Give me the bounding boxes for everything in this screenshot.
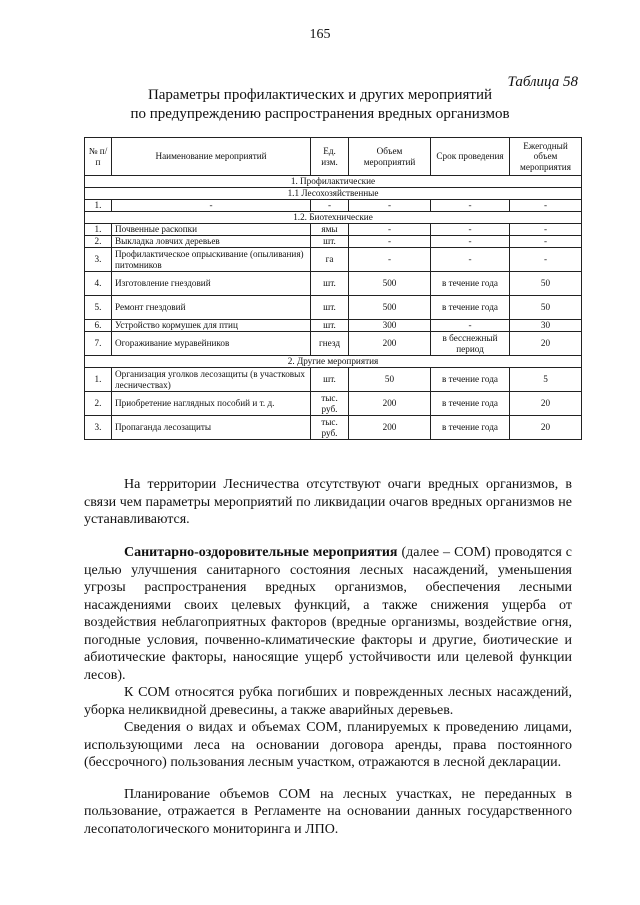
cell-volume: 200 [349, 416, 431, 440]
cell-annual: - [510, 236, 582, 248]
table-header-row [85, 138, 582, 176]
cell-unit: тыс. руб. [311, 416, 349, 440]
cell-term: - [431, 236, 510, 248]
table-row [85, 272, 582, 296]
cell-name: - [112, 200, 311, 212]
cell-num: 4. [85, 272, 112, 296]
cell-annual: - [510, 200, 582, 212]
cell-name: Ремонт гнездовий [112, 296, 311, 320]
cell-unit: шт. [311, 272, 349, 296]
header-num: № п/п [85, 138, 112, 176]
table-row [85, 392, 582, 416]
cell-annual: 50 [510, 296, 582, 320]
cell-term: - [431, 224, 510, 236]
paragraph-bold-term: Санитарно-оздоровительные мероприятия [124, 545, 398, 560]
cell-volume: - [349, 200, 431, 212]
paragraph-som-declaration: Сведения о видах и объемах СОМ, планируемых к проведению лицами, использующими леса на основании договора аренды, права постоянного (бессрочного) пользования лесным участком, отражаются в лесной декларации. [84, 720, 572, 770]
cell-name: Огораживание муравейников [112, 332, 311, 356]
cell-num: 1. [85, 224, 112, 236]
cell-volume: 200 [349, 332, 431, 356]
section-row [85, 212, 582, 224]
cell-annual: 20 [510, 392, 582, 416]
cell-term: в течение года [431, 296, 510, 320]
cell-num: 2. [85, 392, 112, 416]
paragraph-som-planning: Планирование объемов СОМ на лесных участках, не переданных в пользование, отражается в Регламенте на основании данных государственного лесопатологического мониторинга и ЛПО. [84, 786, 572, 837]
paragraph-text: (далее – СОМ) проводятся с целью улучшения санитарного состояния лесных насаждений, уменьшения угрозы распространения вредных организмов, обеспечения лесными насаждениями своих целевых функций, а также снижения ущерба от воздействия неблагоприятных факторов (вредные организмы, воздействие огня, погодные условия, почвенно-климатические факторы и другие, биотические и абиотические факторы, наносящие ущерб устойчивости или целевой функции лесов). [84, 545, 573, 683]
cell-name: Почвенные раскопки [112, 224, 311, 236]
header-annual: Ежегодный объем мероприятия [510, 138, 582, 176]
section-label: 1.2. Биотехнические [85, 212, 582, 224]
cell-volume: 500 [349, 296, 431, 320]
cell-annual: 30 [510, 320, 582, 332]
cell-volume: - [349, 224, 431, 236]
cell-term: в течение года [431, 392, 510, 416]
paragraph-som-definition [84, 544, 572, 684]
cell-unit: - [311, 200, 349, 212]
table-label: Таблица 58 [507, 74, 578, 90]
cell-num: 7. [85, 332, 112, 356]
cell-name: Выкладка ловчих деревьев [112, 236, 311, 248]
cell-num: 3. [85, 248, 112, 272]
cell-annual: 20 [510, 416, 582, 440]
section-label: 1.1 Лесохозяйственные [85, 188, 582, 200]
cell-num: 3. [85, 416, 112, 440]
cell-num: 6. [85, 320, 112, 332]
cell-name: Пропаганда лесозащиты [112, 416, 311, 440]
table-title-line-2: по предупреждению распространения вредных организмов [130, 106, 510, 122]
cell-term: в течение года [431, 272, 510, 296]
section-label: 2. Другие мероприятия [85, 356, 582, 368]
paragraph-text: На территории Лесничества отсутствуют очаги вредных организмов, в связи чем параметры мероприятий по ликвидации очагов вредных организмов не устанавливаются. [84, 477, 572, 527]
cell-annual: 5 [510, 368, 582, 392]
cell-term: в бесснежный период [431, 332, 510, 356]
sanitary-measures-section [84, 544, 572, 838]
cell-unit: шт. [311, 236, 349, 248]
cell-volume: 300 [349, 320, 431, 332]
cell-unit: тыс. руб. [311, 392, 349, 416]
cell-unit: ямы [311, 224, 349, 236]
table-title [0, 86, 640, 124]
cell-volume: - [349, 236, 431, 248]
cell-num: 1. [85, 200, 112, 212]
page-number: 165 [309, 27, 331, 42]
table-row [85, 416, 582, 440]
cell-volume: 50 [349, 368, 431, 392]
cell-unit: шт. [311, 296, 349, 320]
table-row [85, 320, 582, 332]
cell-term: - [431, 320, 510, 332]
cell-annual: 20 [510, 332, 582, 356]
header-unit: Ед. изм. [311, 138, 349, 176]
cell-term: - [431, 248, 510, 272]
paragraph-no-pest-foci [84, 476, 572, 529]
header-volume: Объем мероприятий [349, 138, 431, 176]
table-row [85, 200, 582, 212]
cell-unit: шт. [311, 368, 349, 392]
table-row [85, 224, 582, 236]
cell-volume: 200 [349, 392, 431, 416]
cell-volume: - [349, 248, 431, 272]
cell-annual: - [510, 224, 582, 236]
cell-unit: га [311, 248, 349, 272]
table-row [85, 368, 582, 392]
table-title-line-1: Параметры профилактических и других мероприятий [147, 87, 493, 103]
cell-num: 5. [85, 296, 112, 320]
cell-unit: шт. [311, 320, 349, 332]
section-row [85, 356, 582, 368]
measures-table [84, 137, 582, 440]
cell-name: Приобретение наглядных пособий и т. д. [112, 392, 311, 416]
header-name: Наименование мероприятий [112, 138, 311, 176]
cell-name: Профилактическое опрыскивание (опыливания) питомников [112, 248, 311, 272]
section-label: 1. Профилактические [85, 176, 582, 188]
cell-name: Изготовление гнездовий [112, 272, 311, 296]
cell-volume: 500 [349, 272, 431, 296]
table-row [85, 296, 582, 320]
cell-annual: 50 [510, 272, 582, 296]
section-row [85, 176, 582, 188]
table-row [85, 236, 582, 248]
cell-num: 1. [85, 368, 112, 392]
cell-name: Устройство кормушек для птиц [112, 320, 311, 332]
header-term: Срок проведения [431, 138, 510, 176]
cell-term: в течение года [431, 368, 510, 392]
paragraph-som-types: К СОМ относятся рубка погибших и поврежденных лесных насаждений, уборка неликвидной древесины, а также аварийных деревьев. [84, 685, 572, 718]
cell-name: Организация уголков лесозащиты (в участковых лесничествах) [112, 368, 311, 392]
cell-term: - [431, 200, 510, 212]
table-row [85, 248, 582, 272]
cell-unit: гнезд [311, 332, 349, 356]
cell-term: в течение года [431, 416, 510, 440]
cell-num: 2. [85, 236, 112, 248]
cell-annual: - [510, 248, 582, 272]
table-row [85, 332, 582, 356]
section-row [85, 188, 582, 200]
